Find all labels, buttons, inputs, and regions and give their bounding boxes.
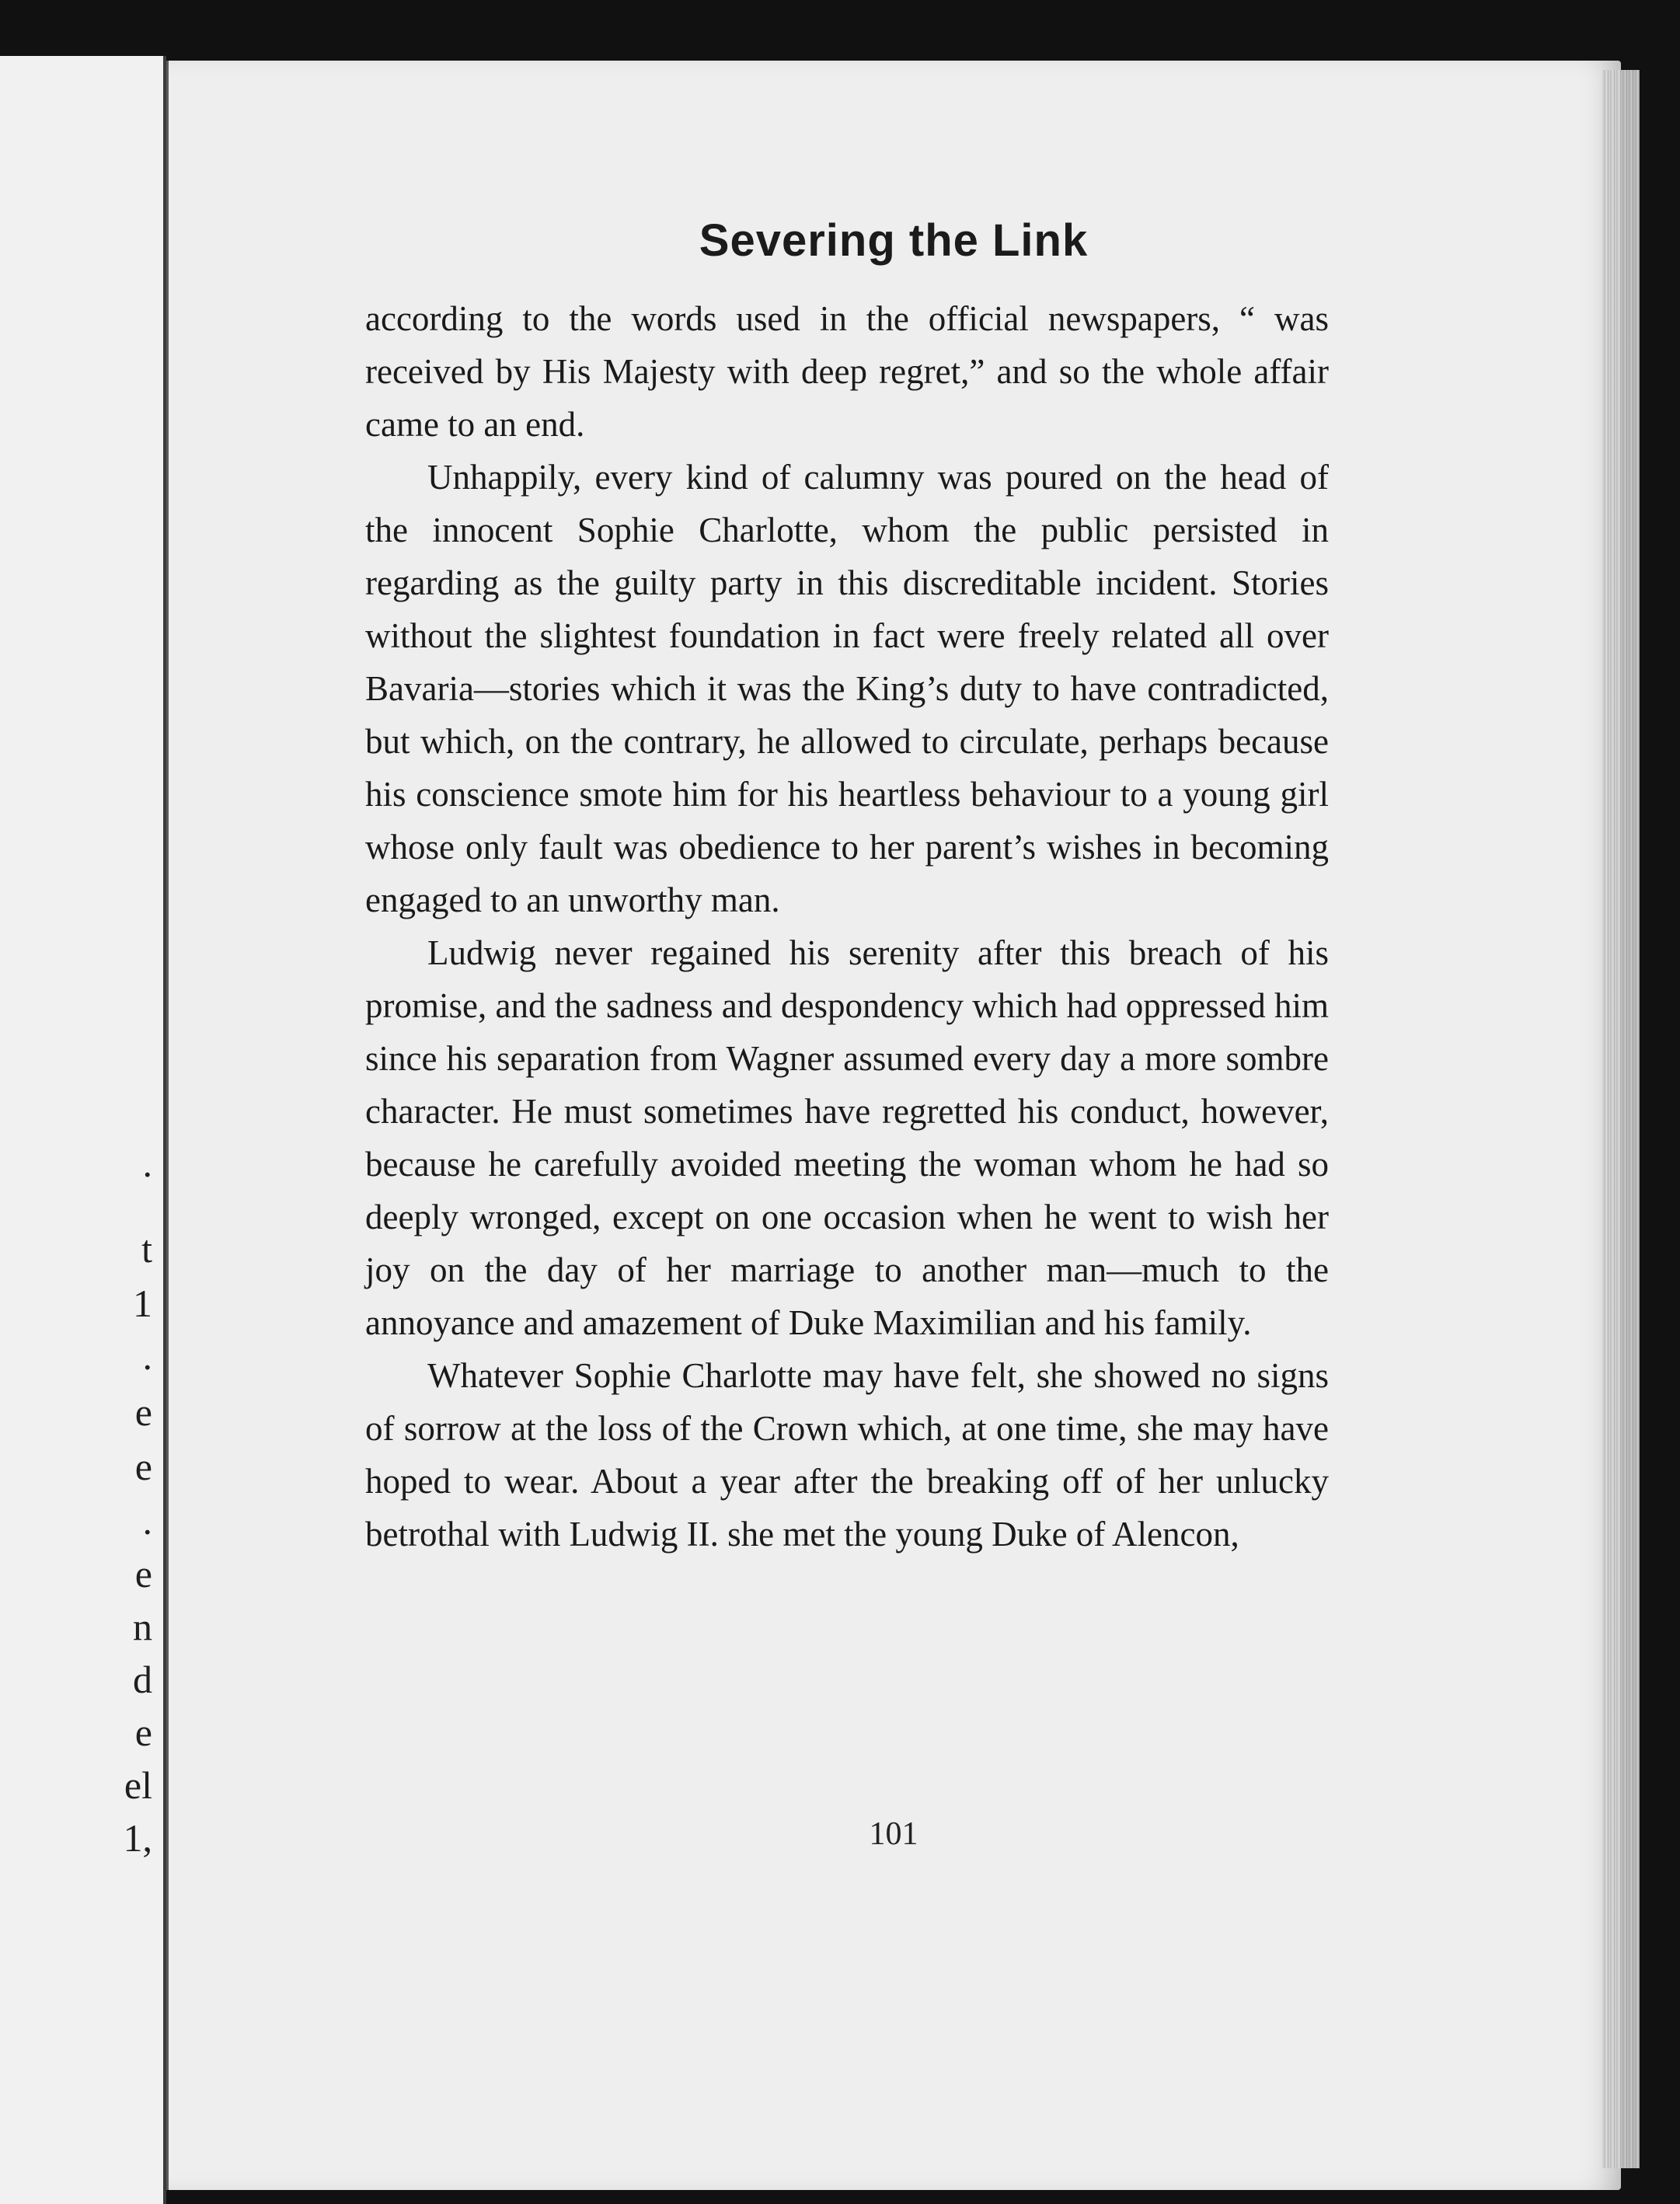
paragraph: Ludwig never regained his serenity after this breach of his promise, and the sadness and despondency which had oppressed him since his separation from Wagner assumed every day a more sombre character. He must sometimes have regretted his conduct, however, because he carefully avoided meeting the woman whom he had so deeply wronged, except on one occasion when he went to wish her joy on the day of her marriage to another man—much to the annoyance and amazement of Duke Maximilian and his family.: [365, 933, 1329, 1342]
prev-page-fragment: .: [142, 1334, 152, 1378]
prev-page-fragment: .: [142, 1142, 152, 1185]
prev-page-fragment: .: [142, 1499, 152, 1543]
prev-page-fragment: el: [124, 1763, 152, 1807]
paragraph: according to the words used in the official newspapers, “ was received by His Majesty with deep regret,” and so the whole affair came to an end.: [365, 299, 1329, 444]
prev-page-fragment: e: [134, 1390, 152, 1434]
running-head: Severing the Link: [699, 215, 1089, 266]
page-number: 101: [869, 1816, 918, 1852]
previous-page-edge: [0, 56, 166, 2204]
prev-page-fragment: e: [134, 1445, 152, 1488]
body-text: [365, 292, 1329, 1561]
prev-page-fragment: 1: [133, 1282, 152, 1325]
prev-page-fragment: n: [133, 1605, 152, 1648]
paragraph: Unhappily, every kind of calumny was poured on the head of the innocent Sophie Charlotte, whom the public persisted in regarding as the guilty party in this discreditable incident. Stories without the slightest foundation in fact were freely related all over Bavaria—stories which it was the King’s duty to have contradicted, but which, on the contrary, he allowed to circulate, perhaps because his conscience smote him for his heartless behaviour to a young girl whose only fault was obedience to her parent’s wishes in becoming engaged to an unworthy man.: [365, 458, 1329, 919]
prev-page-fragment: e: [134, 1552, 152, 1595]
prev-page-fragment: t: [141, 1227, 152, 1271]
gutter-line: [166, 61, 169, 2190]
prev-page-fragment: d: [133, 1658, 152, 1701]
paragraph: Whatever Sophie Charlotte may have felt, she showed no signs of sorrow at the loss of the Crown which, at one time, she may have hoped to wear. About a year after the breaking off of her unlucky betrothal with Ludwig II. she met the young Duke of Alencon,: [365, 1356, 1329, 1554]
prev-page-fragment: 1,: [123, 1816, 152, 1860]
prev-page-fragment: e: [134, 1711, 152, 1754]
page-edge-stack: [1602, 70, 1640, 2168]
